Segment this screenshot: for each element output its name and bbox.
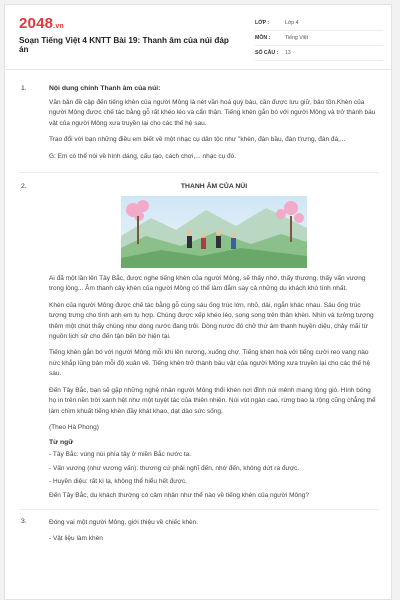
source-note: (Theo Hà Phong) xyxy=(49,423,99,431)
page-title: Soạn Tiếng Việt 4 KNTT Bài 19: Thanh âm của núi đáp án xyxy=(19,36,229,54)
glossary-item: - Huyền diệu: rất kì lạ, không thể hiểu hết được. xyxy=(49,478,187,486)
section-divider xyxy=(19,509,379,510)
paragraph: Tiếng khèn gắn bó với người Mông mỗi khi lên nương, xuống chợ. Tiếng khèn hoà với tiếng cười reo vang nào nức khắp lũng bản mỗi độ xuân về. Tiếng khèn trở thành báu vật của người Mông xưa truyền lại cho các thế hệ sau. xyxy=(49,349,371,378)
question: Đến Tây Bắc, du khách thường có cảm nhận như thế nào về tiếng khèn của người Mông? xyxy=(49,491,309,499)
logo-suffix: .vn xyxy=(53,23,64,30)
paragraph: Trao đổi với bạn những điều em biết về một nhạc cụ dân tộc như "khèn, đàn bầu, đàn t'rưng, đàn đá,... xyxy=(49,136,346,144)
paragraph: Đóng vai một người Mông, giới thiệu về chiếc khèn. xyxy=(49,518,199,526)
meta-row-count xyxy=(255,46,383,61)
section-2 xyxy=(5,183,392,501)
meta-value: Tiếng Việt xyxy=(285,35,309,41)
reading-title: THANH ÂM CỦA NÚI xyxy=(180,183,248,191)
logo-main: 2048 xyxy=(19,15,54,32)
meta-table xyxy=(255,16,383,61)
glossary-item: - Tây Bắc: vùng núi phía tây ở miền Bắc nước ta. xyxy=(49,451,192,459)
meta-label: SỐ CÂU : xyxy=(255,50,279,56)
document-page xyxy=(4,4,392,600)
meta-label: MÔN : xyxy=(255,35,271,41)
section-1 xyxy=(5,85,392,162)
section-number: 2. xyxy=(21,183,27,191)
section-3 xyxy=(5,518,392,545)
paragraph: G: Em có thể nói về hình dáng, cấu tạo, cách chơi,... nhạc cụ đó. xyxy=(49,152,237,160)
glossary-item: - Vấn vương (như vương vấn): thương cứ phải nghĩ đến, nhớ đến, không dứt ra được. xyxy=(49,464,300,472)
document-content xyxy=(5,85,392,551)
section-number: 1. xyxy=(21,85,27,92)
meta-value: 13 xyxy=(285,50,291,56)
reading-illustration xyxy=(121,196,307,268)
paragraph: Ai đã một lần lên Tây Bắc, được nghe tiếng khèn của người Mông, sẽ thấy nhớ, thấy thương, thấy vấn vương trong lòng... Âm thanh cây khèn của người Mông có thể làm đắm say cả những du khách khó tính nhất. xyxy=(49,275,366,293)
paragraph: Khèn của người Mông được chế tác bằng gỗ cùng sáu ống trúc lớn, nhỏ, dài, ngắn khác nhau. Sáu ống trúc tượng trưng cho tình anh em tụ hợp. Chúng được xếp khéo léo, song song trên thân khèn. Nhìn và tưởng tượng thêm một chút thấy chúng như dòng nước đang trôi. Dòng nước đó chở thứ âm thanh huyền diệu, chảy mãi từ nguồn lịch sử cho đến tận bến bờ hiện tại. xyxy=(49,301,374,341)
site-logo[interactable] xyxy=(19,15,64,32)
paragraph: - Vật liệu làm khèn xyxy=(49,535,103,543)
paragraph: Đến Tây Bắc, bạn sẽ gặp những nghệ nhân người Mông thổi khèn nơi đỉnh núi mênh mang lộng gió. Hình bóng họ in trên nền trời xanh hệt như một tuyệt tác của thiên nhiên. Núi vút ngàn cao, rừng bao la rộng cũng chẳng thể làm chìm khuất tiếng khèn đầy khát khao, dạt dào sức sống. xyxy=(49,386,376,415)
glossary-heading: Từ ngữ xyxy=(49,439,74,447)
section-divider xyxy=(19,172,379,173)
page-header xyxy=(5,5,391,70)
meta-row-grade xyxy=(255,16,383,31)
section-heading: Nội dung chính Thanh âm của núi: xyxy=(49,85,161,92)
paragraph: Văn bản đề cập đến tiếng khèn của người Mông là nét văn hoá quý báu, cần được lưu giữ, bảo tồn.Khèn của người Mông được chế tác bằng gỗ rất khéo léo và cẩn thận. Tiếng khèn gắn bó với người Mông và trở thành báu vật của người Mông xưa truyền lại cho các thế hệ sau. xyxy=(49,99,376,127)
section-number: 3. xyxy=(21,517,27,525)
meta-row-subject xyxy=(255,31,383,46)
meta-label: LỚP : xyxy=(255,20,270,26)
meta-value: Lớp 4 xyxy=(285,20,299,26)
